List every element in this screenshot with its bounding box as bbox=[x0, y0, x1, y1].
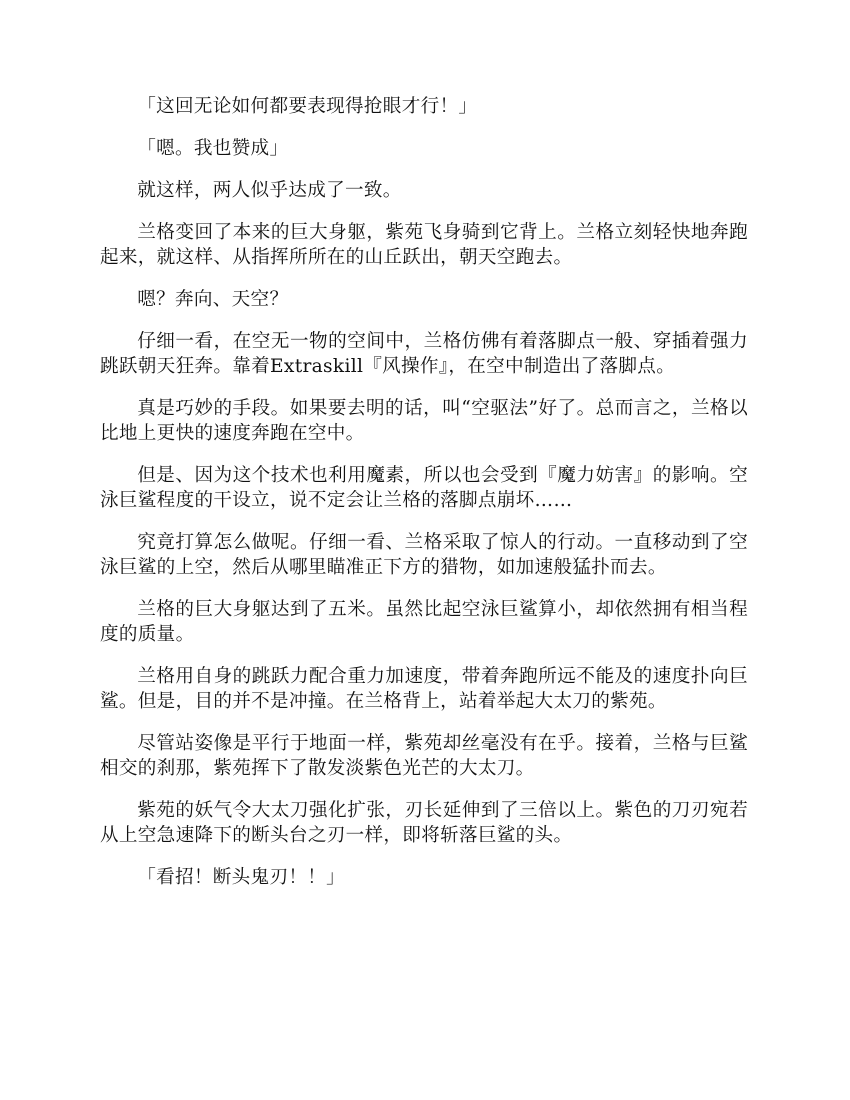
document-page bbox=[100, 94, 748, 907]
paragraph: 「这回无论如何都要表现得抢眼才行！」 bbox=[137, 96, 478, 117]
paragraph: 尽管站姿像是平行于地面一样，紫苑却丝毫没有在乎。接着，兰格与巨鲨相交的刹那，紫苑挥下了散发淡紫色光芒的大太刀。 bbox=[100, 733, 748, 779]
paragraph: 兰格变回了本来的巨大身躯，紫苑飞身骑到它背上。兰格立刻轻快地奔跑起来，就这样、从指挥所所在的山丘跃出，朝天空跑去。 bbox=[100, 222, 748, 268]
paragraph: 紫苑的妖气令大太刀强化扩张，刃长延伸到了三倍以上。紫色的刀刃宛若从上空急速降下的断头台之刃一样，即将斩落巨鲨的头。 bbox=[100, 800, 748, 846]
paragraph: 兰格用自身的跳跃力配合重力加速度，带着奔跑所远不能及的速度扑向巨鲨。但是，目的并不是冲撞。在兰格背上，站着举起大太刀的紫苑。 bbox=[100, 666, 748, 712]
paragraph: 究竟打算怎么做呢。仔细一看、兰格采取了惊人的行动。一直移动到了空泳巨鲨的上空，然后从哪里瞄准正下方的猎物，如加速般猛扑而去。 bbox=[100, 532, 748, 578]
paragraph: 真是巧妙的手段。如果要去明的话，叫“空驱法”好了。总而言之，兰格以比地上更快的速度奔跑在空中。 bbox=[100, 398, 748, 444]
paragraph: 但是、因为这个技术也利用魔素，所以也会受到『魔力妨害』的影响。空泳巨鲨程度的干设立，说不定会让兰格的落脚点崩坏…… bbox=[100, 465, 748, 511]
paragraph: 「嗯。我也赞成」 bbox=[137, 138, 289, 159]
paragraph: 兰格的巨大身躯达到了五米。虽然比起空泳巨鲨算小，却依然拥有相当程度的质量。 bbox=[100, 599, 748, 645]
paragraph: 「看招！断头鬼刃！！」 bbox=[137, 867, 346, 888]
paragraph: 就这样，两人似乎达成了一致。 bbox=[137, 180, 402, 201]
paragraph: 仔细一看，在空无一物的空间中，兰格仿佛有着落脚点一般、穿插着强力跳跃朝天狂奔。靠着Extraskill『风操作』，在空中制造出了落脚点。 bbox=[100, 331, 748, 377]
paragraph: 嗯？奔向、天空？ bbox=[137, 289, 289, 310]
